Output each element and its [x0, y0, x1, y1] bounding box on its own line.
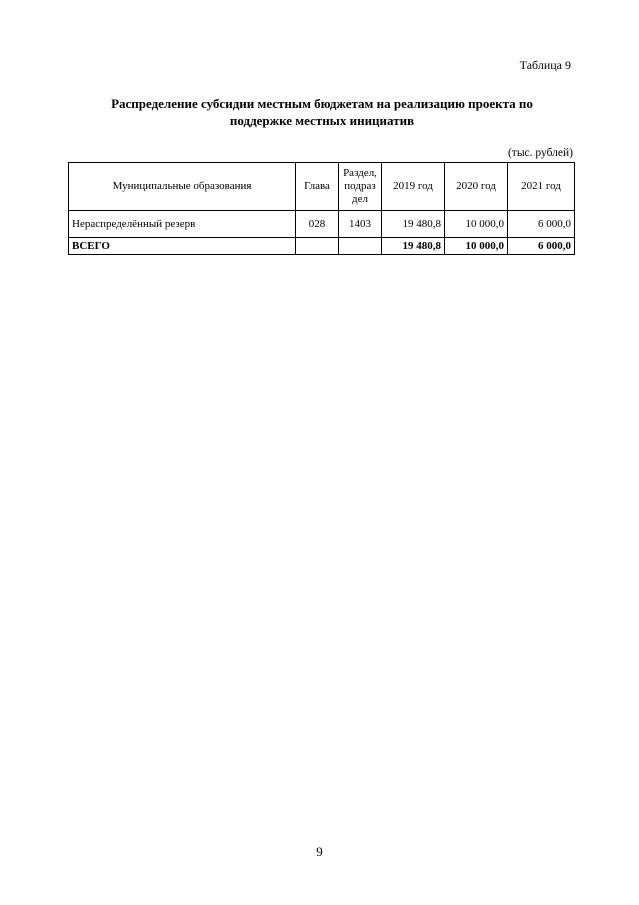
cell-section: 1403: [339, 211, 382, 238]
title-line-2: поддержке местных инициатив: [229, 113, 415, 128]
cell-2020: 10 000,0: [445, 211, 508, 238]
table-row: [69, 211, 575, 238]
total-2019: 19 480,8: [382, 238, 445, 255]
total-label: ВСЕГО: [69, 238, 296, 255]
document-title: [70, 95, 574, 129]
header-2021: 2021 год: [508, 163, 575, 211]
table-header-row: [69, 163, 575, 211]
page-number: 9: [316, 844, 323, 859]
total-2021: 6 000,0: [508, 238, 575, 255]
subsidy-table: [68, 162, 575, 255]
header-2019: 2019 год: [382, 163, 445, 211]
cell-municipality: Нераспределённый резерв: [69, 211, 296, 238]
title-line-1: Распределение субсидии местным бюджетам на реализацию проекта по: [111, 96, 533, 111]
header-section-line-1: Раздел,: [343, 167, 377, 179]
header-section-line-3: дел: [352, 193, 368, 205]
table-label: Таблица 9: [519, 58, 571, 72]
units-label: (тыс. рублей): [507, 147, 573, 159]
total-chapter: [296, 238, 339, 255]
total-2020: 10 000,0: [445, 238, 508, 255]
cell-2019: 19 480,8: [382, 211, 445, 238]
header-municipality: Муниципальные образования: [69, 163, 296, 211]
cell-chapter: 028: [296, 211, 339, 238]
total-row: [69, 238, 575, 255]
header-section: [339, 163, 382, 211]
header-section-line-2: подраз: [344, 180, 376, 192]
header-chapter: Глава: [296, 163, 339, 211]
header-2020: 2020 год: [445, 163, 508, 211]
total-section: [339, 238, 382, 255]
cell-2021: 6 000,0: [508, 211, 575, 238]
